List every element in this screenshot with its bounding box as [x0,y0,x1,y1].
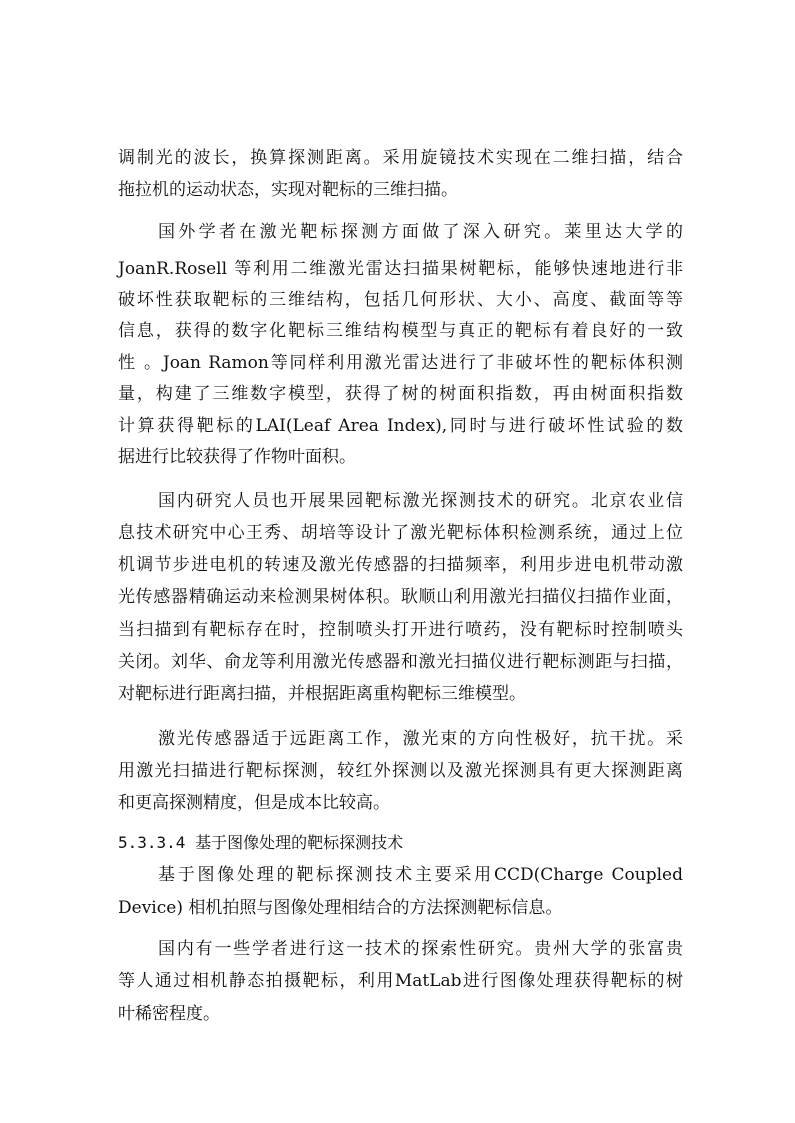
paragraph-line: Device) 相机拍照与图像处理相结合的方法探测靶标信息。 [118,898,563,918]
paragraph-line: 拖拉机的运动状态，实现对靶标的三维扫描。 [118,180,458,200]
paragraph-line: 性 。Joan Ramon等同样利用激光雷达进行了非破坏性的靶标体积测 [118,353,683,373]
paragraph-line: 和更高探测精度，但是成本比较高。 [118,793,390,813]
section-title: 基于图像处理的靶标探测技术 [195,833,404,852]
paragraph-line: 量，构建了三维数字模型，获得了树的树面积指数，再由树面积指数 [118,384,683,404]
paragraph-line: 据进行比较获得了作物叶面积。 [118,447,356,467]
paragraph-line: 机调节步进电机的转速及激光传感器的扫描频率，利用步进电机带动激 [118,555,683,575]
paragraph-line: 用激光扫描进行靶标探测，较红外探测以及激光探测具有更大探测距离 [118,761,683,781]
paragraph-line: 破坏性获取靶标的三维结构，包括几何形状、大小、高度、截面等等 [118,290,683,310]
paragraph-line: 国内有一些学者进行这一技术的探索性研究。贵州大学的张富贵 [158,939,683,959]
paragraph-line: 信息，获得的数字化靶标三维结构模型与真正的靶标有着良好的一致 [118,321,683,341]
paragraph-line: 当扫描到有靶标存在时，控制喷头打开进行喷药，没有靶标时控制喷头 [118,620,683,640]
paragraph-line: 基于图像处理的靶标探测技术主要采用CCD(Charge Coupled [158,865,683,885]
paragraph-line: 调制光的波长，换算探测距离。采用旋镜技术实现在二维扫描，结合 [118,148,683,168]
paragraph-line: 息技术研究中心王秀、胡培等设计了激光靶标体积检测系统，通过上位 [118,523,683,543]
section-number: 5.3.3.4 [118,833,186,852]
paragraph-line: 计算获得靶标的LAI(Leaf Area Index),同时与进行破坏性试验的数 [118,416,683,436]
paragraph-line: 等人通过相机静态拍摄靶标，利用MatLab进行图像处理获得靶标的树 [118,971,683,991]
paragraph-line: 叶稀密程度。 [118,1004,220,1024]
paragraph-line: JoanR.Rosell 等利用二维激光雷达扫描果树靶标，能够快速地进行非 [118,259,683,279]
paragraph-line: 国内研究人员也开展果园靶标激光探测技术的研究。北京农业信 [158,491,683,511]
paragraph-line: 对靶标进行距离扫描，并根据距离重构靶标三维模型。 [118,684,526,704]
paragraph-line: 光传感器精确运动来检测果树体积。耿顺山利用激光扫描仪扫描作业面， [118,587,683,607]
paragraph-line: 激光传感器适于远距离工作，激光束的方向性极好，抗干扰。采 [158,729,683,749]
paragraph-line: 国外学者在激光靶标探测方面做了深入研究。莱里达大学的 [158,222,683,242]
section-heading [118,833,403,853]
paragraph-line: 关闭。刘华、俞龙等利用激光传感器和激光扫描仪进行靶标测距与扫描， [118,652,683,672]
